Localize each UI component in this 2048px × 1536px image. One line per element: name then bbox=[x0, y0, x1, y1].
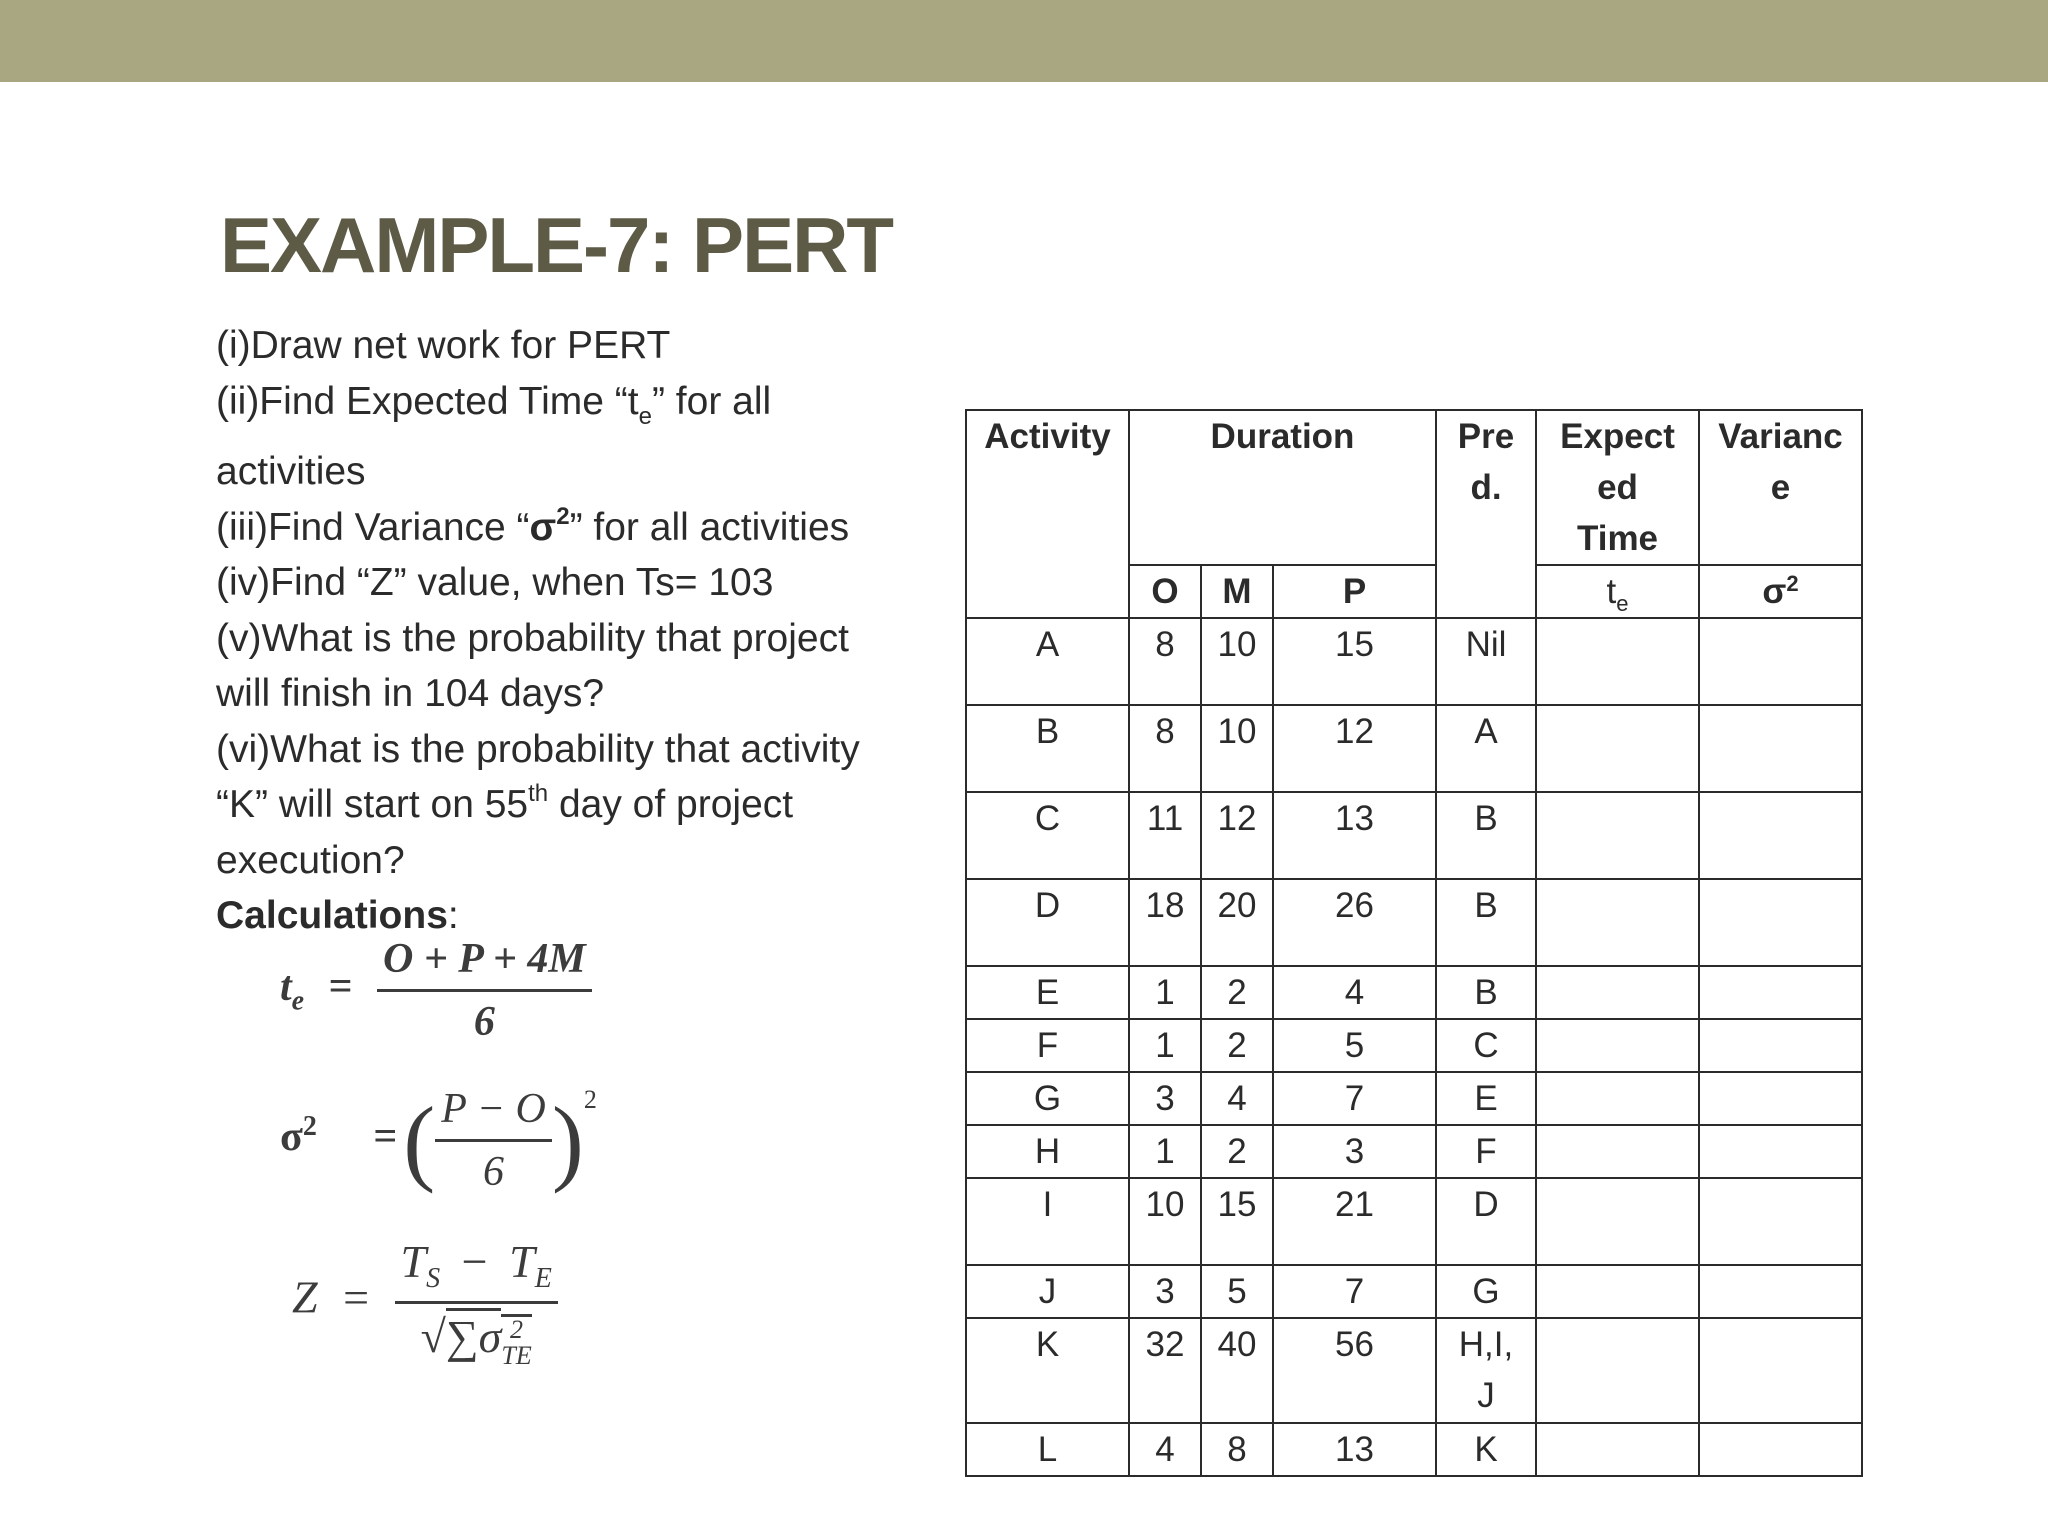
z-denominator bbox=[395, 1304, 558, 1369]
z-te-sub: E bbox=[534, 1263, 552, 1295]
te-eq: = bbox=[328, 964, 353, 1011]
cell-pred-b: J bbox=[1477, 1376, 1495, 1415]
cell-te bbox=[1536, 1178, 1699, 1265]
calculations-bold: Calculations bbox=[216, 894, 448, 937]
instruction-4 bbox=[216, 500, 916, 556]
var-left-paren: ( bbox=[403, 1087, 436, 1194]
var-fraction bbox=[435, 1085, 552, 1196]
cell-o: 32 bbox=[1129, 1318, 1201, 1423]
header-sigma-sup: 2 bbox=[1786, 571, 1799, 596]
cell-variance bbox=[1699, 792, 1862, 879]
cell-o: 18 bbox=[1129, 879, 1201, 966]
instruction-9 bbox=[216, 777, 916, 833]
cell-activity: F bbox=[966, 1019, 1129, 1072]
cell-variance bbox=[1699, 1178, 1862, 1265]
z-sigma-sup: 2 bbox=[510, 1315, 524, 1345]
instruction-6: (v)What is the probability that project bbox=[216, 616, 849, 660]
cell-m: 2 bbox=[1201, 1125, 1273, 1178]
te-lhs-sub: e bbox=[291, 985, 305, 1017]
cell-p: 3 bbox=[1273, 1125, 1436, 1178]
cell-variance bbox=[1699, 1423, 1862, 1476]
cell-p: 5 bbox=[1273, 1019, 1436, 1072]
cell-activity: C bbox=[966, 792, 1129, 879]
cell-m: 12 bbox=[1201, 792, 1273, 879]
table-row bbox=[966, 1072, 1862, 1125]
header-activity: Activity bbox=[966, 410, 1129, 618]
header-expected-a: Expect bbox=[1560, 417, 1675, 456]
cell-o: 1 bbox=[1129, 1125, 1201, 1178]
instruction-1: (i)Draw net work for PERT bbox=[216, 324, 671, 367]
cell-m: 5 bbox=[1201, 1265, 1273, 1318]
cell-pred bbox=[1436, 1318, 1536, 1423]
cell-o: 8 bbox=[1129, 705, 1201, 792]
cell-variance bbox=[1699, 1072, 1862, 1125]
cell-p: 13 bbox=[1273, 1423, 1436, 1476]
cell-m: 2 bbox=[1201, 966, 1273, 1019]
z-numerator bbox=[395, 1235, 558, 1304]
cell-pred: F bbox=[1436, 1125, 1536, 1178]
header-p: P bbox=[1273, 565, 1436, 618]
z-ts: T bbox=[400, 1236, 427, 1287]
cell-te bbox=[1536, 1125, 1699, 1178]
header-expected-c: Time bbox=[1576, 519, 1659, 558]
formula-variance bbox=[280, 1085, 597, 1196]
var-power: 2 bbox=[583, 1085, 597, 1115]
cell-activity: I bbox=[966, 1178, 1129, 1265]
cell-m: 10 bbox=[1201, 618, 1273, 705]
var-denominator: 6 bbox=[483, 1149, 505, 1195]
instruction-9-a: “K” will start on 55 bbox=[216, 783, 529, 826]
header-pred-b: d. bbox=[1470, 468, 1502, 507]
cell-activity: H bbox=[966, 1125, 1129, 1178]
cell-activity: D bbox=[966, 879, 1129, 966]
instruction-2-a: (ii)Find Expected Time “t bbox=[216, 379, 639, 423]
instruction-3: activities bbox=[216, 450, 366, 493]
header-sigma2 bbox=[1699, 565, 1862, 618]
cell-variance bbox=[1699, 1125, 1862, 1178]
cell-te bbox=[1536, 792, 1699, 879]
formula-expected-time bbox=[280, 935, 592, 1046]
table-row bbox=[966, 1125, 1862, 1178]
cell-o: 1 bbox=[1129, 966, 1201, 1019]
cell-m: 15 bbox=[1201, 1178, 1273, 1265]
cell-m: 2 bbox=[1201, 1019, 1273, 1072]
instruction-9-b: day of project bbox=[548, 783, 794, 826]
top-band bbox=[0, 0, 2048, 82]
cell-pred: B bbox=[1436, 792, 1536, 879]
table-row bbox=[966, 792, 1862, 879]
cell-variance bbox=[1699, 705, 1862, 792]
z-te: T bbox=[509, 1236, 535, 1287]
z-eq: = bbox=[343, 1271, 370, 1323]
var-right-paren: ) bbox=[551, 1087, 584, 1194]
cell-p: 56 bbox=[1273, 1318, 1436, 1423]
instruction-4-b: ” for all activities bbox=[569, 505, 850, 549]
instruction-4-sigma: σ bbox=[529, 505, 557, 549]
cell-pred: C bbox=[1436, 1019, 1536, 1072]
formula-z bbox=[292, 1235, 558, 1369]
table-row bbox=[966, 705, 1862, 792]
cell-pred-a: H,I, bbox=[1458, 1325, 1514, 1364]
cell-pred: Nil bbox=[1436, 618, 1536, 705]
cell-o: 1 bbox=[1129, 1019, 1201, 1072]
table-row bbox=[966, 1019, 1862, 1072]
z-sigma: σ bbox=[479, 1308, 502, 1362]
header-row-1 bbox=[966, 410, 1862, 565]
cell-pred: K bbox=[1436, 1423, 1536, 1476]
cell-variance bbox=[1699, 1265, 1862, 1318]
cell-o: 3 bbox=[1129, 1265, 1201, 1318]
z-lhs: Z bbox=[292, 1271, 318, 1323]
cell-te bbox=[1536, 705, 1699, 792]
cell-variance bbox=[1699, 1019, 1862, 1072]
header-pred bbox=[1436, 410, 1536, 618]
cell-o: 10 bbox=[1129, 1178, 1201, 1265]
z-minus: − bbox=[461, 1236, 488, 1287]
cell-p: 7 bbox=[1273, 1072, 1436, 1125]
cell-pred: A bbox=[1436, 705, 1536, 792]
cell-p: 21 bbox=[1273, 1178, 1436, 1265]
instruction-4-a: (iii)Find Variance “ bbox=[216, 505, 530, 549]
cell-variance bbox=[1699, 879, 1862, 966]
header-te bbox=[1536, 565, 1699, 618]
var-lhs-sup: 2 bbox=[302, 1111, 317, 1143]
cell-o: 3 bbox=[1129, 1072, 1201, 1125]
cell-p: 4 bbox=[1273, 966, 1436, 1019]
instruction-9-sup: th bbox=[528, 780, 549, 807]
cell-te bbox=[1536, 618, 1699, 705]
te-numerator: O + P + 4M bbox=[377, 935, 592, 992]
cell-activity: E bbox=[966, 966, 1129, 1019]
cell-variance bbox=[1699, 618, 1862, 705]
cell-activity: L bbox=[966, 1423, 1129, 1476]
header-sigma: σ bbox=[1762, 572, 1787, 611]
cell-o: 8 bbox=[1129, 618, 1201, 705]
table-row bbox=[966, 1178, 1862, 1265]
instruction-5: (iv)Find “Z” value, when Ts= 103 bbox=[216, 561, 774, 604]
cell-te bbox=[1536, 1265, 1699, 1318]
instruction-4-sup: 2 bbox=[556, 502, 570, 530]
cell-o: 4 bbox=[1129, 1423, 1201, 1476]
header-variance-b: e bbox=[1770, 468, 1791, 507]
header-expected bbox=[1536, 410, 1699, 565]
var-numerator: P − O bbox=[435, 1085, 552, 1142]
cell-te bbox=[1536, 879, 1699, 966]
z-fraction bbox=[395, 1235, 558, 1369]
cell-te bbox=[1536, 1019, 1699, 1072]
cell-m: 40 bbox=[1201, 1318, 1273, 1423]
cell-p: 13 bbox=[1273, 792, 1436, 879]
header-pred-a: Pre bbox=[1457, 417, 1515, 456]
cell-pred: B bbox=[1436, 879, 1536, 966]
cell-activity: K bbox=[966, 1318, 1129, 1423]
cell-pred: D bbox=[1436, 1178, 1536, 1265]
z-sum: ∑ bbox=[446, 1308, 479, 1362]
instruction-2-b: ” for all bbox=[651, 379, 772, 423]
cell-m: 20 bbox=[1201, 879, 1273, 966]
cell-te bbox=[1536, 1423, 1699, 1476]
table-row bbox=[966, 966, 1862, 1019]
cell-m: 4 bbox=[1201, 1072, 1273, 1125]
z-ts-sub: S bbox=[426, 1263, 441, 1295]
te-denominator: 6 bbox=[473, 999, 495, 1045]
cell-p: 12 bbox=[1273, 705, 1436, 792]
cell-pred: G bbox=[1436, 1265, 1536, 1318]
z-root: √ bbox=[420, 1311, 446, 1363]
instruction-2 bbox=[216, 374, 916, 445]
z-sigma-scripts bbox=[501, 1314, 531, 1369]
instruction-2-sub: e bbox=[638, 402, 652, 430]
var-lhs: σ bbox=[280, 1114, 303, 1161]
header-m: M bbox=[1201, 565, 1273, 618]
table-row bbox=[966, 618, 1862, 705]
table-row bbox=[966, 1423, 1862, 1476]
cell-te bbox=[1536, 1072, 1699, 1125]
header-te-t: t bbox=[1606, 572, 1617, 611]
cell-o: 11 bbox=[1129, 792, 1201, 879]
cell-variance bbox=[1699, 966, 1862, 1019]
instruction-10: execution? bbox=[216, 838, 405, 882]
cell-activity: J bbox=[966, 1265, 1129, 1318]
cell-p: 15 bbox=[1273, 618, 1436, 705]
slide-title: EXAMPLE-7: PERT bbox=[220, 201, 893, 289]
cell-te bbox=[1536, 966, 1699, 1019]
te-fraction bbox=[377, 935, 592, 1046]
pert-table bbox=[965, 409, 1863, 1477]
table-row bbox=[966, 879, 1862, 966]
te-lhs: t bbox=[280, 964, 292, 1011]
table-row bbox=[966, 1265, 1862, 1318]
cell-variance bbox=[1699, 1318, 1862, 1423]
header-duration: Duration bbox=[1129, 410, 1436, 565]
var-eq: = bbox=[373, 1114, 398, 1161]
cell-p: 7 bbox=[1273, 1265, 1436, 1318]
header-te-e: e bbox=[1616, 591, 1629, 616]
header-variance bbox=[1699, 410, 1862, 565]
header-o: O bbox=[1129, 565, 1201, 618]
table-row bbox=[966, 1318, 1862, 1423]
cell-m: 10 bbox=[1201, 705, 1273, 792]
cell-pred: B bbox=[1436, 966, 1536, 1019]
cell-m: 8 bbox=[1201, 1423, 1273, 1476]
z-sigma-sub: TE bbox=[501, 1341, 532, 1371]
cell-activity: A bbox=[966, 618, 1129, 705]
cell-activity: B bbox=[966, 705, 1129, 792]
header-expected-b: ed bbox=[1597, 468, 1638, 507]
cell-activity: G bbox=[966, 1072, 1129, 1125]
instructions bbox=[216, 318, 916, 944]
instruction-7: will finish in 104 days? bbox=[216, 672, 605, 715]
cell-pred: E bbox=[1436, 1072, 1536, 1125]
instruction-8: (vi)What is the probability that activity bbox=[216, 727, 860, 771]
cell-te bbox=[1536, 1318, 1699, 1423]
calculations-colon: : bbox=[447, 894, 459, 937]
cell-p: 26 bbox=[1273, 879, 1436, 966]
header-variance-a: Varianc bbox=[1718, 417, 1843, 456]
